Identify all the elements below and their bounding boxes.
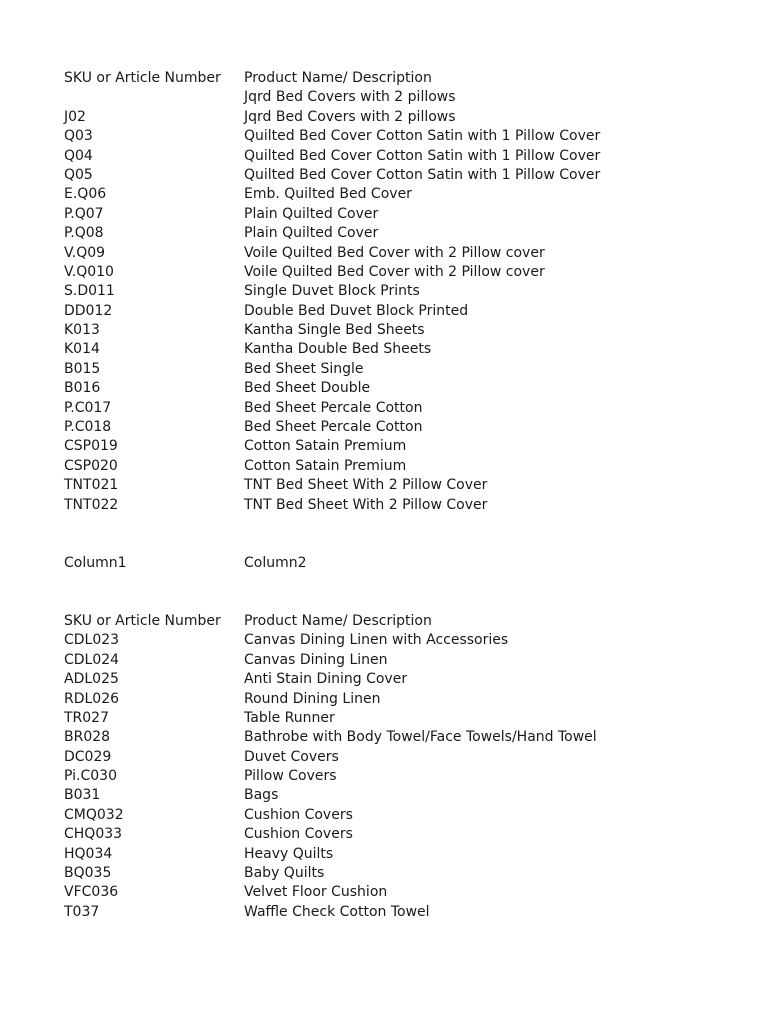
table-row xyxy=(64,670,744,689)
description-cell: Plain Quilted Cover xyxy=(244,205,379,222)
description-cell: Bed Sheet Percale Cotton xyxy=(244,419,423,436)
description-cell: Jqrd Bed Covers with 2 pillows xyxy=(244,89,456,106)
sku-cell: P.C018 xyxy=(64,419,112,436)
sku-cell: Q03 xyxy=(64,128,93,145)
sku-cell: CDL024 xyxy=(64,651,120,668)
table-row xyxy=(64,709,744,728)
sku-cell: K013 xyxy=(64,322,100,339)
description-cell: Quilted Bed Cover Cotton Satin with 1 Pillow Cover xyxy=(244,147,601,164)
sku-cell: J02 xyxy=(64,108,86,125)
description-column-header: Product Name/ Description xyxy=(244,70,432,86)
table-row xyxy=(64,728,744,747)
table-row xyxy=(64,360,744,379)
sku-cell: DD012 xyxy=(64,302,113,319)
table-row xyxy=(64,496,744,515)
sku-cell xyxy=(64,88,244,107)
product-table-1 xyxy=(64,69,744,515)
sku-cell: ADL025 xyxy=(64,671,119,688)
table-row xyxy=(64,418,744,437)
sku-cell: DC029 xyxy=(64,748,112,765)
sku-cell: CDL023 xyxy=(64,632,120,649)
sku-cell: CHQ033 xyxy=(64,826,123,843)
column2-label: Column2 xyxy=(244,554,307,571)
description-cell: Cotton Satain Premium xyxy=(244,438,407,455)
row-gap xyxy=(64,515,744,554)
table-row xyxy=(64,651,744,670)
description-cell: Waffle Check Cotton Towel xyxy=(244,903,430,920)
sku-cell: RDL026 xyxy=(64,690,120,707)
description-cell: Bathrobe with Body Towel/Face Towels/Hand Towel xyxy=(244,729,597,746)
sku-cell: CSP020 xyxy=(64,457,118,474)
description-cell: Double Bed Duvet Block Printed xyxy=(244,302,469,319)
description-cell: Bed Sheet Double xyxy=(244,380,371,397)
description-cell: Velvet Floor Cushion xyxy=(244,884,388,901)
sku-cell: B015 xyxy=(64,360,101,377)
sku-cell: B031 xyxy=(64,787,101,804)
sku-cell: Q04 xyxy=(64,147,93,164)
description-cell: TNT Bed Sheet With 2 Pillow Cover xyxy=(244,477,488,494)
description-cell: Canvas Dining Linen with Accessories xyxy=(244,632,509,649)
table-row xyxy=(64,244,744,263)
table-row xyxy=(64,864,744,883)
description-cell: Plain Quilted Cover xyxy=(244,225,379,242)
description-cell: Cushion Covers xyxy=(244,826,353,843)
sku-cell: TR027 xyxy=(64,709,110,726)
table-row xyxy=(64,806,744,825)
table-row xyxy=(64,903,744,922)
description-cell: Quilted Bed Cover Cotton Satin with 1 Pillow Cover xyxy=(244,166,601,183)
sku-cell: V.Q010 xyxy=(64,263,114,280)
sku-cell: BR028 xyxy=(64,729,111,746)
table-row xyxy=(64,883,744,902)
sku-cell: CMQ032 xyxy=(64,806,124,823)
sku-cell: S.D011 xyxy=(64,283,115,300)
table-row xyxy=(64,825,744,844)
table-row xyxy=(64,88,744,107)
description-cell: Quilted Bed Cover Cotton Satin with 1 Pillow Cover xyxy=(244,128,601,145)
description-cell: Single Duvet Block Prints xyxy=(244,283,420,300)
description-cell: Emb. Quilted Bed Cover xyxy=(244,186,412,203)
table-row xyxy=(64,185,744,204)
table-row xyxy=(64,437,744,456)
table-row xyxy=(64,845,744,864)
description-cell: Kantha Double Bed Sheets xyxy=(244,341,432,358)
description-cell: Canvas Dining Linen xyxy=(244,651,388,668)
description-column-header: Product Name/ Description xyxy=(244,612,432,629)
description-cell: Voile Quilted Bed Cover with 2 Pillow cover xyxy=(244,263,545,280)
description-cell: Bed Sheet Single xyxy=(244,360,364,377)
table-row xyxy=(64,340,744,359)
product-table-1-body xyxy=(64,88,744,515)
description-cell: Table Runner xyxy=(244,709,335,726)
sku-column-header: SKU or Article Number xyxy=(64,612,221,629)
sku-column-header: SKU or Article Number xyxy=(64,70,221,86)
description-cell: Anti Stain Dining Cover xyxy=(244,671,408,688)
description-cell: Pillow Covers xyxy=(244,768,337,785)
sku-cell: P.Q08 xyxy=(64,225,104,242)
table-row xyxy=(64,786,744,805)
sku-cell: P.C017 xyxy=(64,399,112,416)
description-cell: TNT Bed Sheet With 2 Pillow Cover xyxy=(244,496,488,513)
description-cell: Cotton Satain Premium xyxy=(244,457,407,474)
table-row xyxy=(64,127,744,146)
description-cell: Duvet Covers xyxy=(244,748,339,765)
sku-cell: Pi.C030 xyxy=(64,768,117,785)
table-header-row xyxy=(64,612,744,631)
table-header-row xyxy=(64,69,744,88)
table-row xyxy=(64,205,744,224)
sku-cell: E.Q06 xyxy=(64,186,107,203)
table-row xyxy=(64,224,744,243)
sku-cell: V.Q09 xyxy=(64,244,106,261)
sku-cell: TNT021 xyxy=(64,477,119,494)
sku-cell: TNT022 xyxy=(64,496,119,513)
table-row xyxy=(64,321,744,340)
sku-cell: BQ035 xyxy=(64,865,112,882)
table-row xyxy=(64,302,744,321)
sku-cell: HQ034 xyxy=(64,845,113,862)
table-row xyxy=(64,263,744,282)
description-cell: Jqrd Bed Covers with 2 pillows xyxy=(244,108,456,125)
table-row xyxy=(64,166,744,185)
sku-cell: CSP019 xyxy=(64,438,118,455)
table-row xyxy=(64,379,744,398)
table-row xyxy=(64,767,744,786)
sku-cell: T037 xyxy=(64,903,100,920)
table-row xyxy=(64,748,744,767)
table-row xyxy=(64,690,744,709)
table-row xyxy=(64,147,744,166)
column1-label: Column1 xyxy=(64,554,127,571)
column-label-row xyxy=(64,554,744,573)
table-row xyxy=(64,631,744,650)
spreadsheet-page xyxy=(64,69,744,922)
sku-cell: B016 xyxy=(64,380,101,397)
description-cell: Bags xyxy=(244,787,279,804)
description-cell: Baby Quilts xyxy=(244,865,325,882)
table-row xyxy=(64,108,744,127)
description-cell: Voile Quilted Bed Cover with 2 Pillow cover xyxy=(244,244,545,261)
product-table-2-body xyxy=(64,631,744,922)
table-row xyxy=(64,399,744,418)
product-table-2 xyxy=(64,612,744,922)
description-cell: Round Dining Linen xyxy=(244,690,381,707)
description-cell: Cushion Covers xyxy=(244,806,353,823)
sku-cell: VFC036 xyxy=(64,884,119,901)
row-gap xyxy=(64,573,744,612)
sku-cell: Q05 xyxy=(64,166,93,183)
table-row xyxy=(64,457,744,476)
table-row xyxy=(64,476,744,495)
table-row xyxy=(64,282,744,301)
description-cell: Heavy Quilts xyxy=(244,845,334,862)
sku-cell: P.Q07 xyxy=(64,205,104,222)
sku-cell: K014 xyxy=(64,341,100,358)
description-cell: Bed Sheet Percale Cotton xyxy=(244,399,423,416)
description-cell: Kantha Single Bed Sheets xyxy=(244,322,425,339)
